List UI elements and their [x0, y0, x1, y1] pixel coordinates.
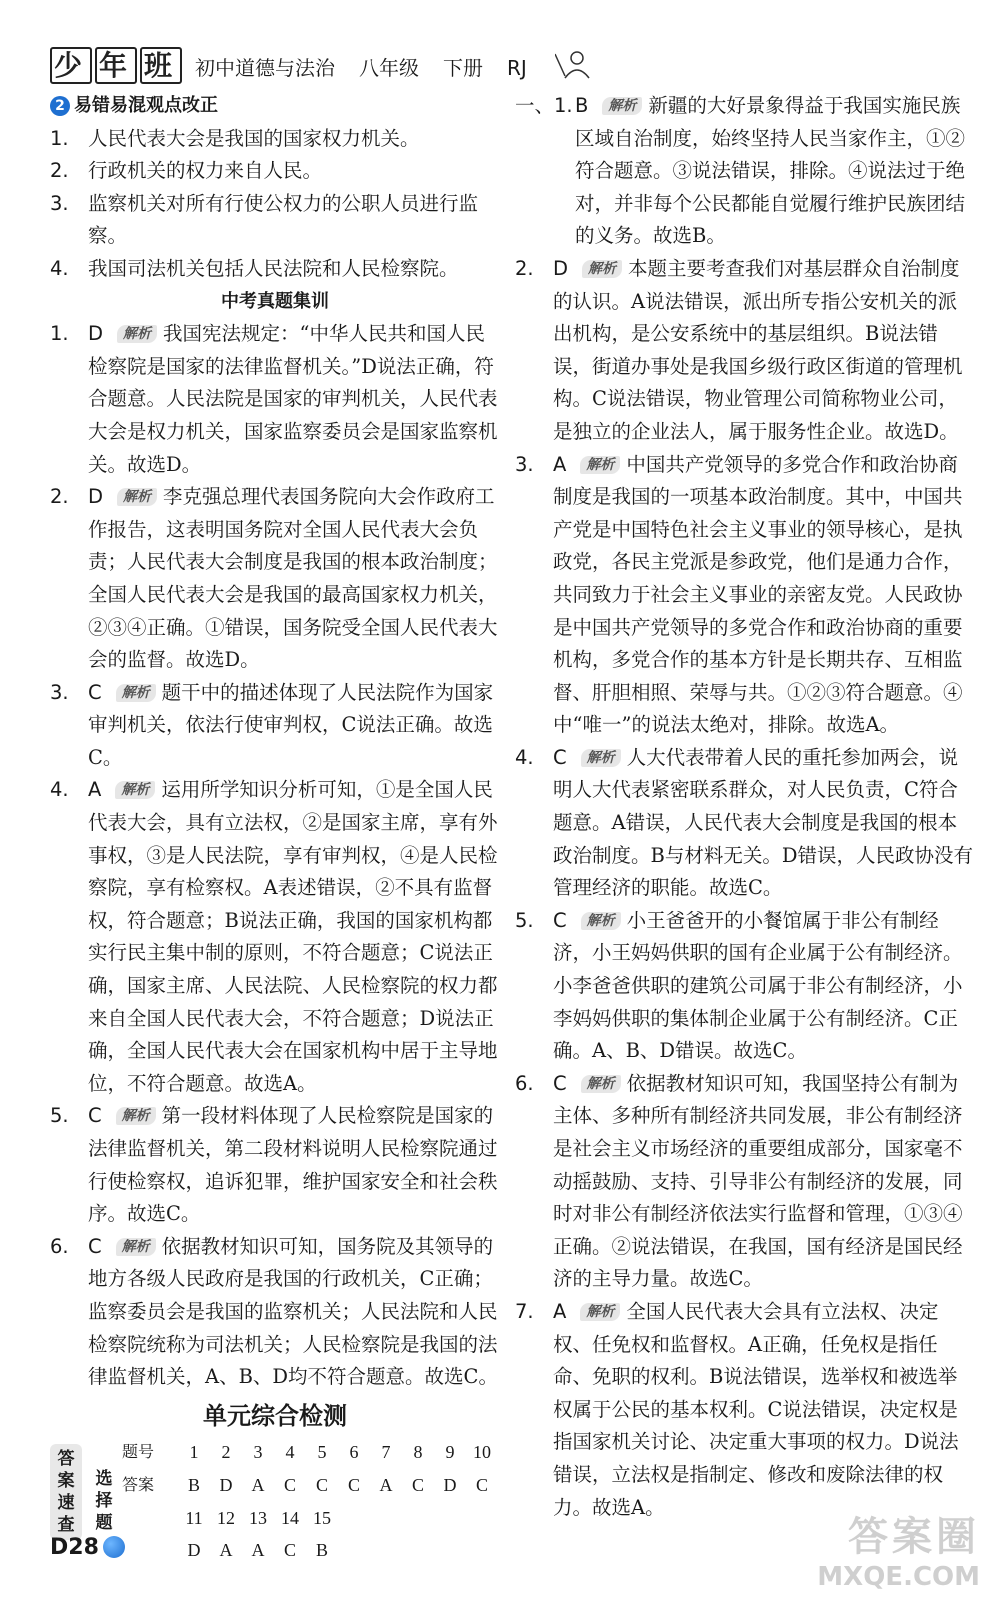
- answer-item: [515, 1296, 975, 1524]
- correction-item: [50, 123, 500, 156]
- correction-item: [50, 155, 500, 188]
- question-number: 15: [313, 1507, 331, 1528]
- row-header: 题号: [122, 1442, 155, 1462]
- logo-char: 少: [50, 47, 92, 84]
- analysis-text: 依据教材知识可知，我国坚持公有制为主体、多种所有制经济共同发展，非公有制经济是社会主义市场经济的重要组成部分，国家毫不动摇鼓励、支持、引导非公有制经济的发展，同时对非公有制经济依法实行监督和管理，①③④正确。②说法错误，在我国，国有经济是国民经济的主导力量。故选C。: [553, 1071, 963, 1291]
- answer-letter: A: [553, 452, 567, 476]
- item-number: 3.: [50, 680, 69, 704]
- unit-test-title: 单元综合检测: [203, 1401, 347, 1430]
- item-number: 6.: [515, 1071, 534, 1095]
- answer-letter: C: [88, 1234, 102, 1258]
- left-column: [50, 90, 500, 1561]
- question-number: 4: [285, 1442, 295, 1463]
- answer-letter: A: [553, 1299, 567, 1323]
- question-number: 8: [413, 1442, 423, 1463]
- analysis-text: 全国人民代表大会具有立法权、决定权、任免权和监督权。A正确，任免权是指任命、免职的权利。B说法错误，选举权和被选举权属于公民的基本权利。C说法错误，决定权是指国家机关讨论、决定重大事项的权力。D说法错误，立法权是指制定、修改和废除法律的权力。故选A。: [553, 1299, 959, 1519]
- label-char: 速: [57, 1493, 75, 1514]
- section-number-badge: 2: [50, 96, 70, 116]
- analysis-tag: 解析: [582, 260, 622, 278]
- item-number: 5.: [50, 1104, 69, 1128]
- row-header: [122, 1534, 178, 1567]
- label-char: 选: [95, 1469, 113, 1490]
- analysis-tag: 解析: [580, 1303, 620, 1321]
- question-number: 1: [189, 1442, 199, 1463]
- answer-cell: C: [411, 1474, 424, 1495]
- answer-item: [50, 1231, 500, 1394]
- answer-letter: C: [553, 745, 567, 769]
- analysis-text: 运用所学知识分析可知，①是全国人民代表大会，具有立法权，②是国家主席，享有外事权，③是人民法院，享有审判权，④是人民检察院，享有检察权。A表述错误，②不具有监督权，符合题意；B说法正确，我国的国家机构都实行民主集中制的原则，不符合题意；C说法正确，国家主席、人民法院、人民检察院的权力都来自全国人民代表大会，不符合题意；D说法正确，全国人民代表大会在国家机构中居于主导地位，不符合题意。故选A。: [88, 778, 498, 1095]
- answer-cell: C: [475, 1474, 488, 1495]
- answer-cell: D: [219, 1474, 233, 1495]
- answer-cell: C: [347, 1474, 360, 1495]
- book-title: [195, 52, 551, 81]
- item-number: 4.: [50, 778, 69, 802]
- watermark-logo: 答案圈: [848, 1514, 980, 1560]
- answer-letter: D: [553, 256, 569, 280]
- analysis-tag: 解析: [117, 325, 157, 343]
- page-dot-icon: [103, 1536, 125, 1558]
- answer-item: [50, 1100, 500, 1230]
- question-number: 6: [349, 1442, 359, 1463]
- question-number: 14: [281, 1507, 299, 1528]
- analysis-tag: 解析: [116, 1238, 156, 1256]
- label-char: 答: [57, 1449, 75, 1470]
- answer-letter: B: [575, 94, 589, 117]
- answer-item: [515, 1068, 975, 1296]
- item-number: 7.: [515, 1299, 534, 1323]
- quick-check-label: [50, 1444, 82, 1540]
- question-number: 13: [249, 1507, 267, 1528]
- item-number: 4.: [50, 256, 69, 280]
- item-number: 1.: [50, 322, 69, 346]
- answer-item: [50, 774, 500, 1100]
- watermark: [817, 1505, 980, 1592]
- answer-item: [50, 481, 500, 677]
- question-number: 7: [381, 1442, 391, 1463]
- question-number: 10: [473, 1442, 491, 1463]
- analysis-text: 李克强总理代表国务院向大会作政府工作报告，这表明国务院对全国人民代表大会负责；人民代表大会制度是我国的根本政治制度；全国人民代表大会是我国的最高国家权力机关，②③④正确。①错误，国务院受全国人民代表大会的监督。故选D。: [88, 485, 498, 672]
- grade: 八年级: [359, 56, 419, 80]
- question-number: 11: [185, 1507, 203, 1528]
- label-char: 题: [95, 1513, 113, 1534]
- answer-item: [50, 318, 500, 481]
- exam-section-title: 中考真题集训: [221, 290, 329, 312]
- answer-item: [515, 253, 975, 449]
- question-number: 5: [317, 1442, 327, 1463]
- page-footer: [50, 1535, 125, 1560]
- answer-letter: C: [88, 1104, 102, 1128]
- answer-letter: D: [88, 322, 104, 346]
- item-number: 1.: [50, 126, 69, 150]
- answer-item: [515, 449, 975, 742]
- brand-logo: [50, 44, 185, 84]
- answer-letter: C: [553, 1071, 567, 1095]
- logo-char: 年: [95, 47, 137, 84]
- question-number: 12: [217, 1507, 235, 1528]
- analysis-text: 人大代表带着人民的重托参加两会，说明人大代表紧密联系群众，对人民负责，C符合题意。A错误，人民代表大会制度是我国的根本政治制度。B与材料无关。D错误，人民政协没有管理经济的职能。故选C。: [553, 745, 973, 900]
- item-number: 3.: [515, 452, 534, 476]
- page-header: [50, 38, 570, 88]
- table-row: [122, 1502, 498, 1535]
- answer-item: [515, 742, 975, 905]
- item-number: 6.: [50, 1234, 69, 1258]
- answer-cell: B: [315, 1540, 328, 1561]
- row-header: 答案: [122, 1474, 155, 1494]
- section-heading: [50, 90, 500, 123]
- label-char: 案: [57, 1471, 75, 1492]
- analysis-text: 题干中的描述体现了人民法院作为国家审判机关，依法行使审判权，C说法正确。故选C。: [88, 680, 494, 769]
- subject: 初中道德与法治: [195, 56, 335, 80]
- answer-cell: C: [283, 1540, 296, 1561]
- item-number: 4.: [515, 745, 534, 769]
- logo-char: 班: [140, 47, 182, 84]
- label-char: 择: [95, 1491, 113, 1512]
- analysis-text: 中国共产党领导的多党合作和政治协商制度是我国的一项基本政治制度。其中，中国共产党是中国特色社会主义事业的领导核心，是执政党，各民主党派是参政党，他们是通力合作，共同致力于社会主义事业的亲密友党。人民政协是中国共产党领导的多党合作和政治协商的重要机构，多党合作的基本方针是长期共存、互相监督、肝胆相照、荣辱与共。①②③符合题意。④中“唯一”的说法太绝对，排除。故选A。: [553, 452, 963, 737]
- analysis-tag: 解析: [581, 1075, 621, 1093]
- analysis-text: 依据教材知识可知，国务院及其领导的地方各级人民政府是我国的行政机关，C正确；监察委员会是我国的监察机关；人民法院和人民检察院统称为司法机关；人民检察院是我国的法律监督机关，A、B、D均不符合题意。故选C。: [88, 1234, 498, 1389]
- person-icon: [555, 48, 591, 80]
- table-row: [122, 1534, 498, 1567]
- answer-letter: D: [88, 485, 104, 509]
- analysis-tag: 解析: [116, 1107, 156, 1125]
- correction-item: [50, 188, 500, 253]
- answer-item: [515, 90, 975, 253]
- analysis-tag: 解析: [116, 684, 156, 702]
- volume: 下册: [443, 56, 483, 80]
- answer-item: [515, 905, 975, 1068]
- analysis-text: 我国宪法规定：“中华人民共和国人民检察院是国家的法律监督机关。”D说法正确，符合题意。人民法院是国家的审判机关，人民代表大会是权力机关，国家监察委员会是国家监察机关。故选D。: [88, 322, 498, 476]
- label-char: 查: [57, 1515, 75, 1536]
- correction-item: [50, 253, 500, 286]
- table-row: [122, 1469, 498, 1502]
- analysis-text: 新疆的大好景象得益于我国实施民族区域自治制度，始终坚持人民当家作主，①②符合题意。③说法错误，排除。④说法过于绝对，并非每个公民都能自觉履行维护民族团结的义务。故选B。: [575, 94, 966, 248]
- answer-cell: C: [315, 1474, 328, 1495]
- answer-cell: B: [187, 1474, 200, 1495]
- analysis-tag: 解析: [115, 781, 155, 799]
- watermark-url: MXQE.COM: [817, 1562, 980, 1592]
- analysis-tag: 解析: [602, 97, 642, 115]
- question-number: 3: [253, 1442, 263, 1463]
- analysis-text: 第一段材料体现了人民检察院是国家的法律监督机关，第二段材料说明人民检察院通过行使检察权，追诉犯罪，维护国家安全和社会秩序。故选C。: [88, 1104, 498, 1226]
- answer-cell: D: [187, 1540, 201, 1561]
- answer-cell: A: [379, 1474, 393, 1495]
- item-number: 2.: [50, 159, 69, 183]
- edition: RJ: [507, 56, 527, 80]
- section-title: 易错易混观点改正: [74, 95, 218, 116]
- answer-cell: A: [219, 1540, 233, 1561]
- answer-cell: C: [283, 1474, 296, 1495]
- question-number: 9: [445, 1442, 455, 1463]
- item-text: 我国司法机关包括人民法院和人民检察院。: [88, 256, 459, 280]
- page-number: D28: [50, 1535, 99, 1560]
- choice-question-label: [92, 1468, 116, 1534]
- answer-item: [50, 677, 500, 775]
- row-header: [122, 1502, 178, 1535]
- answer-cell: A: [251, 1474, 265, 1495]
- answer-table: [122, 1436, 498, 1566]
- answer-letter: A: [88, 778, 102, 802]
- item-number: 3.: [50, 191, 69, 215]
- table-row: [122, 1436, 498, 1469]
- item-text: 人民代表大会是我国的国家权力机关。: [88, 126, 420, 150]
- item-number: 一、1.: [515, 94, 573, 117]
- analysis-tag: 解析: [581, 912, 621, 930]
- item-number: 2.: [50, 485, 69, 509]
- item-number: 2.: [515, 256, 534, 280]
- answer-letter: C: [553, 908, 567, 932]
- item-number: 5.: [515, 908, 534, 932]
- analysis-tag: 解析: [117, 488, 157, 506]
- right-column: [515, 90, 975, 1524]
- item-text: 行政机关的权力来自人民。: [88, 159, 323, 183]
- item-text: 监察机关对所有行使公权力的公职人员进行监察。: [88, 191, 479, 248]
- analysis-text: 本题主要考查我们对基层群众自治制度的认识。A说法错误，派出所专指公安机关的派出机构，是公安系统中的基层组织。B说法错误，街道办事处是我国乡级行政区街道的管理机构。C说法错误，物业管理公司简称物业公司，是独立的企业法人，属于服务性企业。故选D。: [553, 256, 963, 443]
- answer-cell: D: [443, 1474, 457, 1495]
- question-number: 2: [221, 1442, 231, 1463]
- analysis-tag: 解析: [581, 749, 621, 767]
- answer-letter: C: [88, 680, 102, 704]
- answer-cell: A: [251, 1540, 265, 1561]
- analysis-text: 小王爸爸开的小餐馆属于非公有制经济，小王妈妈供职的国有企业属于公有制经济。小李爸爸供职的建筑公司属于非公有制经济，小李妈妈供职的集体制企业属于公有制经济。C正确。A、B、D错误。故选C。: [553, 908, 963, 1063]
- analysis-tag: 解析: [580, 456, 620, 474]
